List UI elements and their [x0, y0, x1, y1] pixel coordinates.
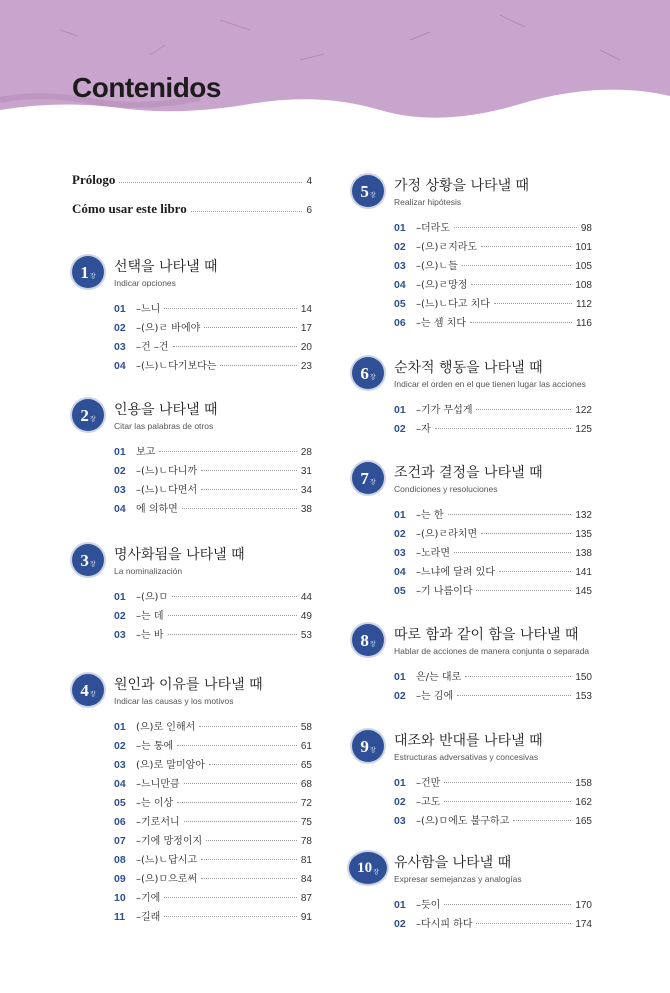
item-number: 11 [114, 911, 126, 923]
leader-dots [206, 832, 297, 841]
page-number: 112 [576, 299, 592, 310]
leader-dots [209, 756, 297, 765]
item-number: 01 [114, 591, 126, 603]
item-text: (으)로 말미암아 [136, 760, 205, 771]
chapter-subtitle: La nominalización [114, 566, 183, 576]
leader-dots [201, 481, 297, 490]
item-text: –는 한 [416, 510, 444, 521]
leader-dots [481, 525, 571, 534]
chapter-number: 7 [360, 468, 369, 488]
item-text: –길래 [136, 912, 161, 923]
item-number: 09 [114, 873, 126, 885]
toc-item[interactable] [114, 338, 312, 357]
toc-item[interactable] [394, 219, 592, 238]
toc-entry[interactable] [72, 172, 312, 190]
chapter-suffix: 장 [89, 415, 96, 423]
item-number: 02 [394, 796, 406, 808]
leader-dots [476, 401, 571, 410]
item-text: –(느)ㄴ다면서 [136, 485, 198, 496]
page-title: Contenidos [72, 72, 221, 103]
page-number: 108 [575, 280, 592, 291]
item-text: –는 이상 [136, 798, 174, 809]
chapter-number-badge [72, 256, 104, 288]
toc-item[interactable] [114, 300, 312, 319]
item-text: –(으)ㅁ [136, 592, 169, 603]
item-text: –(느)ㄴ다니까 [136, 466, 198, 477]
page-number: 6 [306, 205, 312, 216]
chapter-subtitle: Citar las palabras de otros [114, 421, 214, 431]
toc-item[interactable] [394, 276, 592, 295]
leader-dots [159, 443, 297, 452]
toc-item[interactable] [394, 582, 592, 601]
toc-item[interactable] [394, 563, 592, 582]
leader-dots [164, 300, 297, 309]
toc-item[interactable] [394, 506, 592, 525]
chapter-subtitle: Indicar las causas y los motivos [114, 696, 234, 706]
chapter-subtitle: Hablar de acciones de manera conjunta o separada [394, 646, 590, 656]
chapter-number: 6 [360, 363, 369, 383]
toc-item[interactable] [114, 832, 312, 851]
item-text: –기로서니 [136, 817, 180, 828]
item-number: 05 [394, 585, 406, 597]
chapter-subtitle: Indicar el orden en el que tienen lugar las acciones [394, 379, 586, 389]
item-number: 02 [394, 528, 406, 540]
chapter-suffix: 장 [369, 746, 376, 754]
page-number: 174 [575, 919, 592, 930]
page-number: 38 [300, 504, 312, 515]
toc-entry-label: Cómo usar este libro [72, 201, 187, 216]
page-number: 132 [575, 510, 592, 521]
item-number: 02 [394, 423, 406, 435]
item-number: 06 [394, 317, 406, 329]
leader-dots [481, 238, 571, 247]
item-text: –(으)ㄹ라치면 [416, 529, 478, 540]
toc-item[interactable] [114, 319, 312, 338]
chapter-number-badge [72, 399, 104, 431]
page-number: 150 [575, 672, 592, 683]
item-text: –건만 [416, 778, 441, 789]
item-number: 01 [394, 404, 406, 416]
toc-item[interactable] [114, 813, 312, 832]
chapter-number-badge [72, 674, 104, 706]
leader-dots [444, 793, 571, 802]
page-number: 65 [300, 760, 312, 771]
page-number: 61 [300, 741, 312, 752]
item-number: 03 [114, 341, 126, 353]
item-text: –(느)ㄴ답시고 [136, 855, 198, 866]
toc-item[interactable] [394, 915, 592, 934]
toc-item[interactable] [114, 588, 312, 607]
toc-item[interactable] [394, 314, 592, 333]
chapter-title: 인용을 나타낼 때 [114, 402, 218, 418]
page-number: 138 [575, 548, 592, 559]
item-text: –느니 [136, 304, 161, 315]
item-number: 03 [394, 260, 406, 272]
item-number: 04 [114, 360, 126, 372]
chapter-items [394, 896, 592, 934]
chapter-items [114, 718, 312, 927]
item-text: 은/는 대로 [416, 672, 462, 683]
page-number: 165 [575, 816, 592, 827]
item-number: 04 [114, 503, 126, 515]
page-number: 34 [300, 485, 312, 496]
item-number: 01 [394, 671, 406, 683]
chapter-suffix: 장 [369, 640, 376, 648]
item-text: –는 데 [136, 611, 164, 622]
page-number: 75 [300, 817, 312, 828]
page-number: 49 [300, 611, 312, 622]
chapter-title: 명사화됨을 나타낼 때 [114, 547, 245, 563]
page-number: 28 [300, 447, 312, 458]
page-number: 17 [300, 323, 312, 334]
chapter-items [394, 774, 592, 831]
chapter-items [394, 219, 592, 333]
leader-dots [201, 462, 297, 471]
leader-dots [191, 201, 303, 212]
item-number: 01 [394, 222, 406, 234]
chapter-subtitle: Condiciones y resoluciones [394, 484, 498, 494]
page-number: 87 [300, 893, 312, 904]
chapter-items [114, 300, 312, 376]
page-number: 101 [575, 242, 592, 253]
chapter-number-badge [352, 624, 384, 656]
item-number: 01 [114, 721, 126, 733]
item-text: 에 의하면 [136, 504, 178, 515]
item-number: 02 [114, 465, 126, 477]
chapter-subtitle: Realizar hipótesis [394, 197, 462, 207]
chapter-number-badge [72, 544, 104, 576]
toc-item[interactable] [114, 443, 312, 462]
item-number: 03 [394, 815, 406, 827]
leader-dots [204, 319, 297, 328]
item-number: 02 [394, 241, 406, 253]
chapter-title: 대조와 반대를 나타낼 때 [394, 733, 543, 749]
item-number: 04 [114, 778, 126, 790]
item-text: –건 –건 [136, 342, 169, 353]
leader-dots [177, 794, 297, 803]
page-number: 162 [575, 797, 592, 808]
leader-dots [499, 563, 571, 572]
item-text: –(으)ㄴ들 [416, 261, 458, 272]
leader-dots [177, 737, 297, 746]
banner-texture [0, 0, 670, 135]
page-number: 116 [576, 318, 592, 329]
page-number: 58 [300, 722, 312, 733]
item-number: 02 [114, 610, 126, 622]
page-number: 72 [300, 798, 312, 809]
chapter-number-badge [352, 462, 384, 494]
item-number: 04 [394, 279, 406, 291]
chapter-suffix: 장 [89, 690, 96, 698]
item-text: –듯이 [416, 900, 441, 911]
toc-item[interactable] [114, 908, 312, 927]
item-number: 02 [114, 740, 126, 752]
leader-dots [435, 420, 572, 429]
page-number: 153 [575, 691, 592, 702]
leader-dots [476, 582, 571, 591]
item-text: –(으)ㄹ 바에야 [136, 323, 201, 334]
toc-item[interactable] [394, 793, 592, 812]
leader-dots [465, 668, 571, 677]
chapter-title: 순차적 행동을 나타낼 때 [394, 360, 543, 376]
chapter-number-badge [349, 852, 387, 884]
toc-item[interactable] [114, 889, 312, 908]
item-number: 01 [114, 446, 126, 458]
chapter-suffix: 장 [369, 373, 376, 381]
item-text: –기 나름이다 [416, 586, 473, 597]
item-text: –(으)ㄹ망정 [416, 280, 468, 291]
leader-dots [172, 588, 297, 597]
item-number: 02 [394, 690, 406, 702]
item-text: –(느)ㄴ다기보다는 [136, 361, 217, 372]
chapter-number: 9 [360, 736, 369, 756]
page-number: 158 [575, 778, 592, 789]
page-number: 91 [300, 912, 312, 923]
toc-item[interactable] [394, 544, 592, 563]
item-text: –는 셈 치다 [416, 318, 466, 329]
page-number: 44 [300, 592, 312, 603]
leader-dots [164, 889, 297, 898]
leader-dots [513, 812, 571, 821]
toc-item[interactable] [114, 870, 312, 889]
toc-item[interactable] [114, 794, 312, 813]
chapter-items [394, 506, 592, 601]
item-text: –다시피 하다 [416, 919, 473, 930]
page-number: 68 [300, 779, 312, 790]
chapter-number: 10 [357, 859, 373, 876]
leader-dots [457, 687, 571, 696]
page-number: 170 [575, 900, 592, 911]
page-number: 122 [575, 405, 592, 416]
toc-item[interactable] [114, 851, 312, 870]
toc-item[interactable] [394, 257, 592, 276]
page-number: 145 [575, 586, 592, 597]
chapter-suffix: 장 [89, 272, 96, 280]
chapter-number: 4 [80, 680, 89, 700]
toc-item[interactable] [394, 774, 592, 793]
chapter-title: 원인과 이유를 나타낼 때 [114, 677, 263, 693]
item-number: 01 [394, 509, 406, 521]
toc-item[interactable] [114, 500, 312, 519]
leader-dots [476, 915, 571, 924]
leader-dots [184, 775, 297, 784]
chapter-suffix: 장 [373, 868, 379, 876]
toc-item[interactable] [394, 687, 592, 706]
leader-dots [454, 544, 571, 553]
leader-dots [182, 500, 297, 509]
leader-dots [220, 357, 296, 366]
item-text: –기가 무섭게 [416, 405, 473, 416]
toc-item[interactable] [394, 420, 592, 439]
toc-entry-label: Prólogo [72, 172, 116, 187]
toc-item[interactable] [114, 626, 312, 645]
item-number: 02 [114, 322, 126, 334]
chapter-title: 따로 함과 같이 함을 나타낼 때 [394, 627, 579, 643]
toc-item[interactable] [114, 737, 312, 756]
page-number: 53 [300, 630, 312, 641]
item-number: 05 [114, 797, 126, 809]
chapter-subtitle: Estructuras adversativas y concesivas [394, 752, 539, 762]
chapter-items [114, 588, 312, 645]
item-text: –기에 망정이지 [136, 836, 203, 847]
item-text: –(으)ㄹ지라도 [416, 242, 478, 253]
toc-item[interactable] [394, 896, 592, 915]
page-number: 23 [300, 361, 312, 372]
chapter-items [394, 401, 592, 439]
chapter-items [114, 443, 312, 519]
leader-dots [444, 896, 571, 905]
chapter-items [394, 668, 592, 706]
item-text: –는 바 [136, 630, 164, 641]
item-number: 03 [114, 759, 126, 771]
page-number: 135 [575, 529, 592, 540]
item-text: –고도 [416, 797, 441, 808]
item-text: –는 김에 [416, 691, 454, 702]
item-number: 03 [114, 484, 126, 496]
item-number: 10 [114, 892, 126, 904]
toc-entry[interactable] [72, 201, 312, 219]
toc-item[interactable] [114, 775, 312, 794]
item-number: 06 [114, 816, 126, 828]
chapter-number-badge [352, 730, 384, 762]
item-text: –(으)ㅁ에도 불구하고 [416, 816, 510, 827]
page-number: 81 [300, 855, 312, 866]
toc-item[interactable] [114, 756, 312, 775]
item-number: 02 [394, 918, 406, 930]
leader-dots [168, 626, 297, 635]
chapter-suffix: 장 [369, 191, 376, 199]
item-text: –(으)ㅁ으로써 [136, 874, 198, 885]
leader-dots [119, 172, 302, 183]
item-number: 03 [114, 629, 126, 641]
page-number: 105 [575, 261, 592, 272]
item-text: 보고 [136, 447, 156, 458]
item-number: 01 [394, 899, 406, 911]
chapter-number-badge [352, 357, 384, 389]
page-number: 98 [580, 223, 592, 234]
chapter-title: 가정 상황을 나타낼 때 [394, 178, 530, 194]
toc-item[interactable] [114, 718, 312, 737]
leader-dots [462, 257, 572, 266]
page-number: 14 [300, 304, 312, 315]
leader-dots [168, 607, 297, 616]
chapter-subtitle: Expresar semejanzas y analogías [394, 874, 522, 884]
page-number: 31 [300, 466, 312, 477]
leader-dots [199, 718, 297, 727]
leader-dots [470, 314, 572, 323]
item-text: –더라도 [416, 223, 450, 234]
item-text: –기에 [136, 893, 161, 904]
chapter-title: 선택을 나타낼 때 [114, 259, 218, 275]
chapter-number: 2 [80, 405, 89, 425]
item-number: 05 [394, 298, 406, 310]
leader-dots [164, 908, 297, 917]
item-number: 08 [114, 854, 126, 866]
item-number: 04 [394, 566, 406, 578]
item-text: (으)로 인해서 [136, 722, 196, 733]
page-number: 125 [575, 424, 592, 435]
chapter-suffix: 장 [369, 478, 376, 486]
leader-dots [184, 813, 297, 822]
chapter-number-badge [352, 175, 384, 207]
chapter-number: 5 [360, 181, 369, 201]
leader-dots [173, 338, 297, 347]
item-text: –자 [416, 424, 431, 435]
page-number: 78 [300, 836, 312, 847]
toc-item[interactable] [114, 481, 312, 500]
page-number: 20 [300, 342, 312, 353]
chapter-number: 3 [80, 550, 89, 570]
item-number: 01 [114, 303, 126, 315]
toc-item[interactable] [394, 668, 592, 687]
toc-item[interactable] [394, 238, 592, 257]
page-number: 141 [575, 567, 592, 578]
chapter-suffix: 장 [89, 560, 96, 568]
leader-dots [454, 219, 577, 228]
toc-item[interactable] [114, 607, 312, 626]
leader-dots [201, 870, 297, 879]
chapter-title: 유사함을 나타낼 때 [394, 855, 512, 871]
item-number: 03 [394, 547, 406, 559]
leader-dots [444, 774, 571, 783]
toc-item[interactable] [394, 812, 592, 831]
item-number: 01 [394, 777, 406, 789]
toc-item[interactable] [114, 357, 312, 376]
item-text: –느니만큼 [136, 779, 180, 790]
item-text: –(느)ㄴ다고 치다 [416, 299, 490, 310]
chapter-subtitle: Indicar opciones [114, 278, 176, 288]
page-number: 84 [300, 874, 312, 885]
toc-item[interactable] [394, 401, 592, 420]
chapter-number: 8 [360, 630, 369, 650]
item-number: 07 [114, 835, 126, 847]
toc-item[interactable] [394, 525, 592, 544]
chapter-title: 조건과 결정을 나타낼 때 [394, 465, 543, 481]
item-text: –는 통에 [136, 741, 174, 752]
toc-item[interactable] [394, 295, 592, 314]
leader-dots [201, 851, 297, 860]
leader-dots [471, 276, 571, 285]
leader-dots [494, 295, 572, 304]
page-number: 4 [306, 176, 312, 187]
leader-dots [448, 506, 572, 515]
chapter-number: 1 [80, 262, 89, 282]
item-text: –느냐에 달려 있다 [416, 567, 495, 578]
toc-item[interactable] [114, 462, 312, 481]
item-text: –노라면 [416, 548, 450, 559]
